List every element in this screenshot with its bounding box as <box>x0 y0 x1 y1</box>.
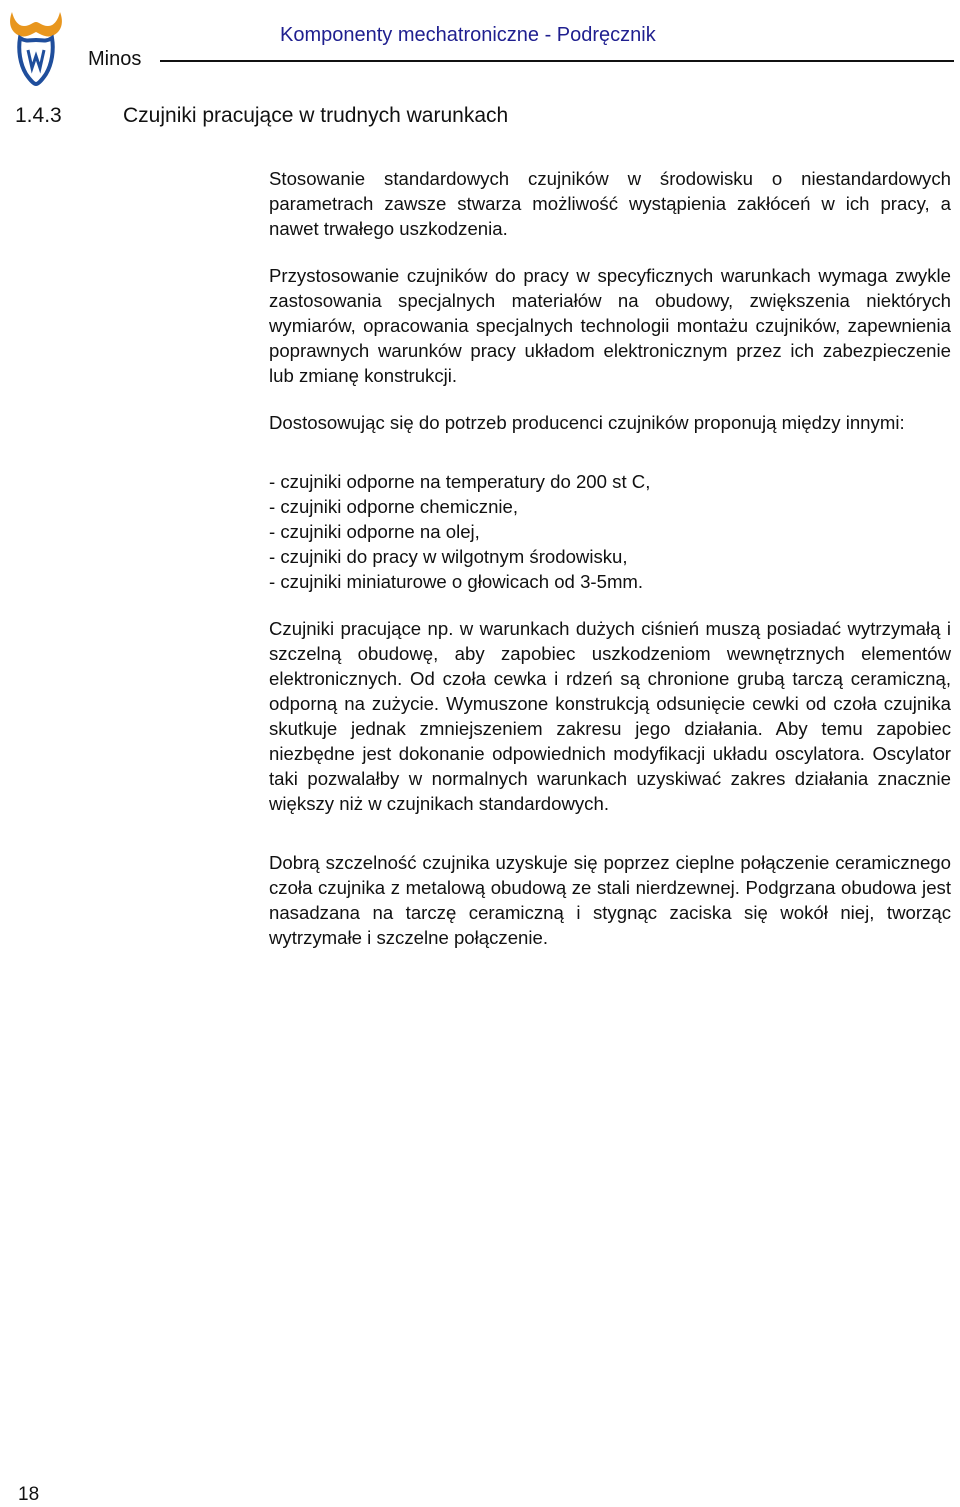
section-heading <box>15 104 508 128</box>
list-item: - czujniki odporne chemicznie, <box>269 496 519 517</box>
paragraph: Przystosowanie czujników do pracy w specyficznych warunkach wymaga zwykle zastosowania specjalnych materiałów na obudowy, zwiększenia niektórych wymiarów, opracowania specjalnych technologii montażu czujników, zapewnienia poprawnych warunków pracy układom elektronicznym przez ich zabezpieczenie lub zmianę konstrukcji. <box>269 265 951 386</box>
list-item: - czujniki miniaturowe o głowicach od 3-5mm. <box>269 571 644 592</box>
brand-name: Minos <box>88 48 142 70</box>
paragraph: Dostosowując się do potrzeb producenci czujników proponują między innymi: <box>269 412 905 433</box>
paragraph: Czujniki pracujące np. w warunkach dużych ciśnień muszą posiadać wytrzymałą i szczelną obudowę, aby zapobiec uszkodzeniom wewnętrznych elementów elektronicznych. Od czoła cewka i rdzeń są chronione grubą tarczą ceramiczną, odporną na zużycie. Wymuszone konstrukcją odsunięcie cewki od czoła czujnika skutkuje jednak zmniejszeniem zakresu jego działania. Aby temu zapobiec niezbędne jest dokonanie odpowiednich modyfikacji układu oscylatora. Oscylator taki pozwalałby w normalnych warunkach uzyskiwać zakres działania znacznie większy niż w czujnikach standardowych. <box>269 618 951 814</box>
page-number: 18 <box>18 1484 40 1505</box>
list-item: - czujniki odporne na temperatury do 200 st C, <box>269 471 651 492</box>
section-number: 1.4.3 <box>15 104 62 127</box>
paragraph: Dobrą szczelność czujnika uzyskuje się poprzez cieplne połączenie ceramicznego czoła czujnika z metalową obudową ze stali nierdzewnej. Podgrzana obudowa jest nasadzana na tarczę ceramiczną i stygnąc zaciska się wokół niej, tworząc wytrzymałe i szczelne połączenie. <box>269 852 951 948</box>
bull-head-logo-icon <box>6 6 66 86</box>
list-item: - czujniki do pracy w wilgotnym środowisku, <box>269 546 628 567</box>
bullet-list <box>269 469 951 594</box>
body-text <box>269 166 951 972</box>
paragraph: Stosowanie standardowych czujników w środowisku o niestandardowych parametrach zawsze stwarza możliwość wystąpienia zakłóceń w ich pracy, a nawet trwałego uszkodzenia. <box>269 168 951 239</box>
list-item: - czujniki odporne na olej, <box>269 521 480 542</box>
header-rule <box>160 60 954 62</box>
section-title: Czujniki pracujące w trudnych warunkach <box>123 104 509 127</box>
header-title: Komponenty mechatroniczne - Podręcznik <box>280 24 656 46</box>
